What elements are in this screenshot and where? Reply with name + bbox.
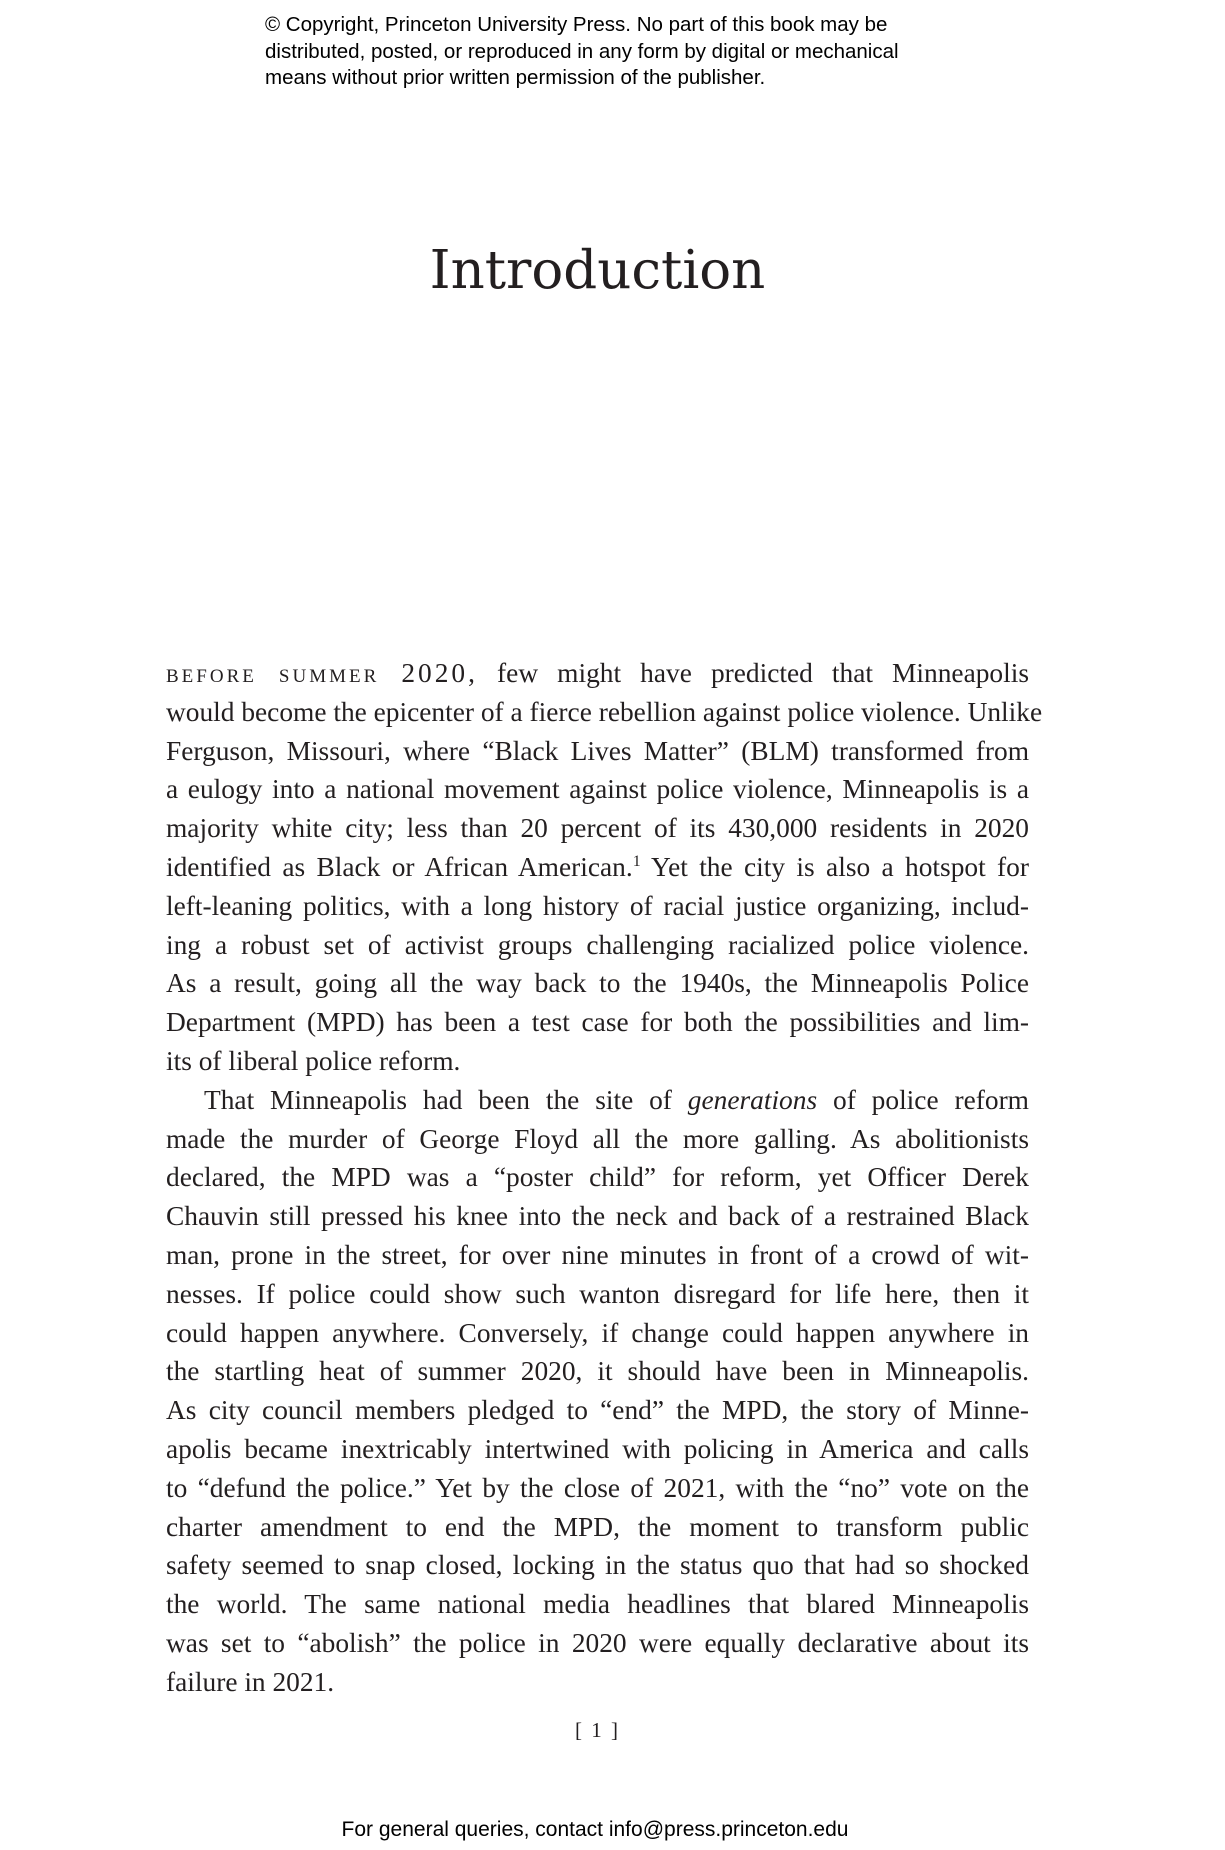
text-line: Department (MPD) has been a test case for both the possibilities and lim- [166,1007,1029,1038]
text-line: man, prone in the street, for over nine minutes in front of a crowd of wit- [166,1239,1029,1270]
footer-contact: For general queries, contact info@press.princeton.edu [341,1818,849,1841]
text-line: left-leaning politics, with a long history of racial justice organizing, includ- [166,890,1029,921]
text-line: declared, the MPD was a “poster child” for reform, yet Officer Derek [166,1162,1029,1193]
chapter-title: Introduction [429,240,766,301]
text-line: charter amendment to end the MPD, the moment to transform public [166,1511,1029,1542]
text-line: would become the epicenter of a fierce rebellion against police violence. Unlike [166,696,1043,727]
text-line: its of liberal police reform. [166,1045,461,1076]
text-span: identified as Black or African American. [166,851,633,882]
text-line: a eulogy into a national movement against police violence, Minneapolis is a [166,774,1029,805]
text-line [166,848,1029,887]
body-text [166,654,1043,1702]
copyright-notice [265,12,985,92]
text-line: could happen anywhere. Conversely, if change could happen anywhere in [166,1317,1029,1348]
text-line: made the murder of George Floyd all the more galling. As abolitionists [166,1123,1029,1154]
text-line: As city council members pledged to “end” the MPD, the story of Minne- [166,1395,1029,1426]
text-line: to “defund the police.” Yet by the close of 2021, with the “no” vote on the [166,1472,1029,1503]
text-span: That Minneapolis had been the site of [204,1084,688,1115]
text-line: apolis became inextricably intertwined with policing in America and calls [166,1433,1029,1464]
text-line: the startling heat of summer 2020, it should have been in Minneapolis. [166,1356,1029,1387]
lead-in-smallcaps: before summer 2020, [166,658,478,688]
text-span: of police reform [817,1084,1029,1115]
text-line: Chauvin still pressed his knee into the neck and back of a restrained Black [166,1201,1029,1232]
footnote-reference[interactable]: 1 [632,852,641,870]
text-line: nesses. If police could show such wanton disregard for life here, then it [166,1278,1029,1309]
text-span: Yet the city is also a hotspot for [640,851,1029,882]
copyright-line: means without prior written permission of the publisher. [265,66,766,89]
text-span: few might have predicted that Minneapolis [477,658,1029,688]
text-line: Ferguson, Missouri, where “Black Lives Matter” (BLM) transformed from [166,735,1029,766]
text-line: was set to “abolish” the police in 2020 were equally declarative about its [166,1627,1029,1658]
page-number: [ 1 ] [575,1718,620,1742]
text-line: failure in 2021. [166,1666,335,1697]
text-line: As a result, going all the way back to the 1940s, the Minneapolis Police [166,968,1029,999]
copyright-line: © Copyright, Princeton University Press. No part of this book may be [265,13,888,36]
text-line [166,1081,1029,1120]
text-line: ing a robust set of activist groups challenging racialized police violence. [166,929,1029,960]
text-line: the world. The same national media headlines that blared Minneapolis [166,1589,1029,1620]
copyright-line: distributed, posted, or reproduced in any form by digital or mechanical [265,39,899,63]
text-line [166,654,1029,693]
text-line: safety seemed to snap closed, locking in the status quo that had so shocked [166,1550,1029,1581]
emphasis-text: generations [687,1084,818,1115]
text-line: majority white city; less than 20 percent of its 430,000 residents in 2020 [166,813,1029,844]
